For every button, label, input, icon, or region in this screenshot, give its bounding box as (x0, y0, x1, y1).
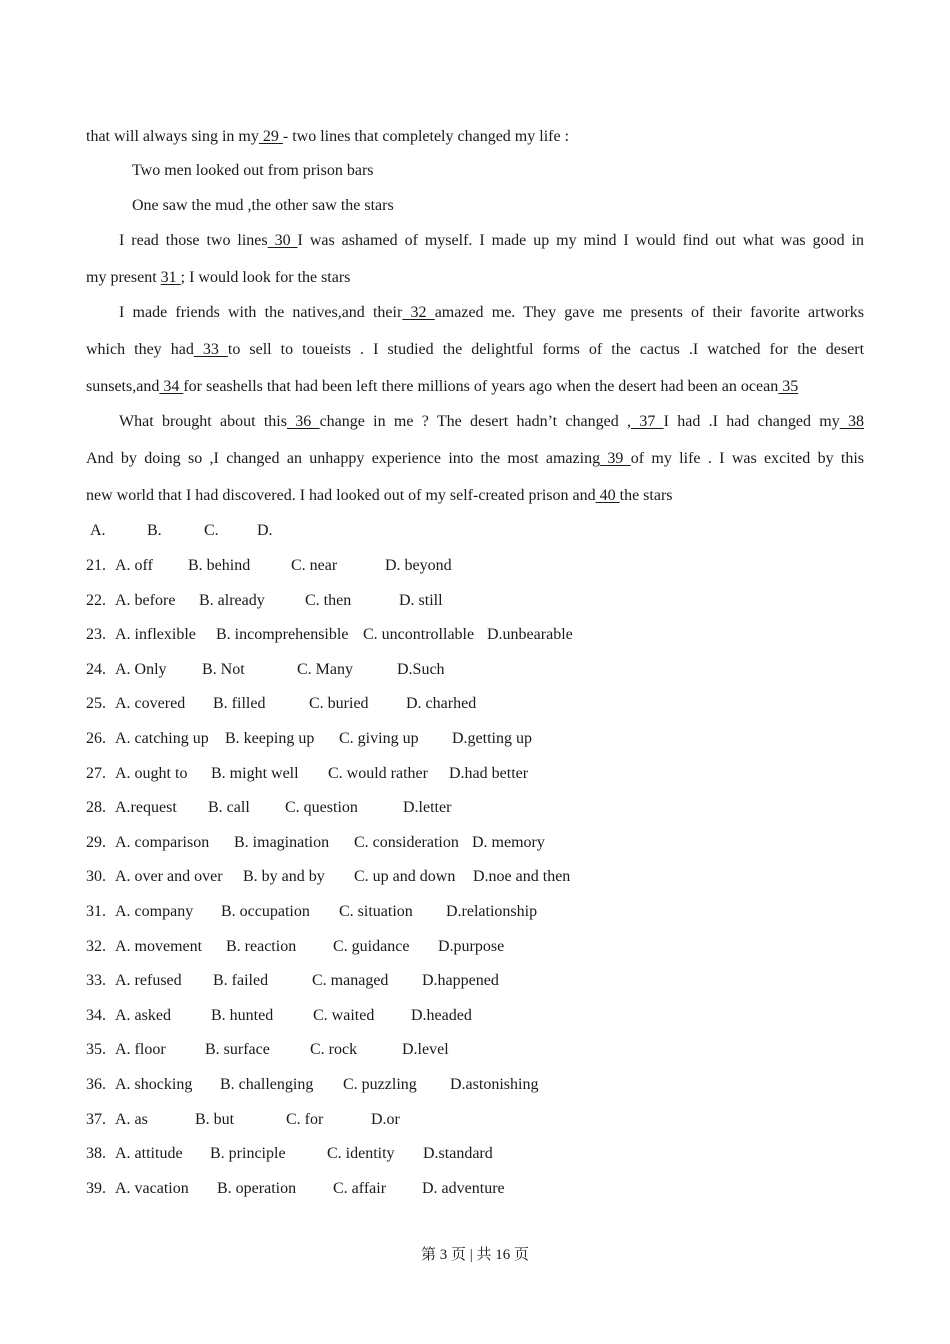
option-c: C. waited (313, 1006, 375, 1024)
option-a: A. before (115, 591, 176, 609)
question-number: 33. (86, 972, 106, 990)
option-b: B. might well (211, 764, 299, 782)
question-row (86, 728, 786, 750)
question-number: 21. (86, 557, 106, 574)
option-b: B. incomprehensible (216, 626, 349, 644)
question-row (86, 659, 786, 681)
question-row (86, 1005, 786, 1027)
passage-line: I read those two lines 30 I was ashamed of myself. I made up my mind I would find out what was good in (119, 232, 864, 249)
option-c: C. Many (297, 660, 353, 678)
option-b: B. imagination (234, 833, 330, 851)
passage-line: And by doing so ,I changed an unhappy experience into the most amazing 39 of my life . I was excited by this (86, 450, 865, 467)
question-number: 36. (86, 1076, 106, 1093)
option-b: B. already (199, 591, 265, 609)
option-a: A. attitude (115, 1145, 183, 1163)
option-b: B. behind (188, 557, 251, 574)
option-a: A. floor (115, 1041, 166, 1059)
blank-35: 35 (778, 378, 799, 395)
option-c: C. situation (339, 903, 413, 920)
question-number: 37. (86, 1110, 106, 1128)
option-d: D.or (371, 1110, 400, 1128)
option-d: D.had better (449, 764, 529, 782)
option-a: A. off (115, 557, 153, 574)
option-c: C. then (305, 591, 352, 609)
question-row (86, 970, 786, 992)
option-a: A. comparison (115, 833, 210, 851)
option-a: A.request (115, 799, 177, 817)
option-c: C. uncontrollable (363, 626, 475, 644)
option-c: C. affair (333, 1179, 387, 1197)
question-row (86, 1039, 786, 1061)
question-row (86, 901, 786, 923)
question-row (86, 1143, 786, 1165)
question-row (86, 1074, 786, 1096)
option-a: A. company (115, 903, 194, 920)
option-d: D.level (402, 1041, 449, 1059)
choice-header-b: B. (147, 522, 162, 539)
blank-33: 33 (193, 341, 228, 358)
option-c: C. would rather (328, 764, 428, 782)
option-c: C. near (291, 557, 338, 574)
option-a: A. vacation (115, 1179, 189, 1197)
option-d: D.getting up (452, 730, 532, 747)
option-d: D.happened (422, 972, 499, 990)
option-d: D.letter (403, 799, 452, 817)
blank-32: 32 (402, 304, 435, 321)
option-a: A. asked (115, 1006, 171, 1024)
question-number: 35. (86, 1041, 106, 1059)
option-b: B. filled (213, 695, 266, 713)
question-number: 27. (86, 764, 106, 782)
question-number: 29. (86, 833, 106, 851)
option-c: C. rock (310, 1041, 358, 1059)
option-d: D.purpose (438, 937, 505, 955)
poem-line: One saw the mud ,the other saw the stars (132, 197, 394, 214)
question-row (86, 693, 786, 715)
blank-30: 30 (267, 232, 298, 249)
passage-line: which they had 33 to sell to toueists . I studied the delightful forms of the cactus .I watched for the desert (86, 341, 865, 358)
blank-37: 37 (631, 413, 664, 430)
question-row (86, 832, 786, 854)
blank-38: 38 (839, 413, 865, 430)
option-b: B. operation (217, 1179, 297, 1197)
option-c: C. question (285, 799, 358, 817)
option-a: A. Only (115, 660, 167, 678)
option-b: B. call (208, 799, 250, 817)
option-a: A. ought to (115, 764, 188, 782)
passage-line: I made friends with the natives,and their 32 amazed me. They gave me presents of their favorite artworks (119, 304, 865, 321)
question-row (86, 763, 786, 785)
question-row (86, 624, 786, 646)
option-b: B. occupation (221, 903, 310, 920)
option-c: C. consideration (354, 833, 459, 851)
blank-39: 39 (600, 450, 631, 467)
option-b: B. hunted (211, 1006, 274, 1024)
option-a: A. as (115, 1110, 148, 1128)
option-d: D. charhed (406, 695, 477, 713)
option-b: B. principle (210, 1145, 286, 1163)
option-b: B. reaction (226, 937, 297, 955)
choice-header-c: C. (204, 522, 219, 539)
option-d: D. beyond (385, 557, 452, 574)
option-d: D.headed (411, 1006, 472, 1024)
question-number: 24. (86, 660, 106, 678)
option-b: B. surface (205, 1041, 270, 1059)
option-a: A. covered (115, 695, 186, 713)
option-d: D.relationship (446, 903, 538, 920)
option-b: B. failed (213, 972, 269, 990)
question-number: 38. (86, 1145, 106, 1163)
option-c: C. giving up (339, 730, 419, 747)
option-b: B. keeping up (225, 730, 315, 747)
option-b: B. challenging (220, 1076, 314, 1093)
option-a: A. refused (115, 972, 182, 990)
option-d: D. memory (472, 833, 545, 851)
question-number: 39. (86, 1179, 106, 1197)
option-d: D. adventure (422, 1179, 505, 1197)
option-b: B. but (195, 1110, 235, 1128)
option-d: D.unbearable (487, 626, 573, 644)
option-a: A. shocking (115, 1076, 193, 1093)
question-row (86, 797, 786, 819)
passage-line: new world that I had discovered. I had looked out of my self-created prison and 40 the stars (86, 487, 673, 504)
question-number: 22. (86, 591, 106, 609)
option-c: C. up and down (354, 868, 456, 886)
option-a: A. catching up (115, 730, 209, 747)
question-number: 28. (86, 799, 106, 817)
passage-line: What brought about this 36 change in me ? The desert hadn’t changed , 37 I had .I had changed my 38 (119, 413, 865, 430)
option-c: C. guidance (333, 937, 410, 955)
blank-31: 31 (160, 269, 181, 286)
question-row (86, 590, 786, 612)
option-d: D. still (399, 591, 443, 609)
question-number: 30. (86, 868, 106, 886)
option-c: C. buried (309, 695, 369, 713)
question-row (86, 1178, 786, 1200)
question-row (86, 936, 786, 958)
choice-header-d: D. (257, 522, 273, 539)
option-d: D.Such (397, 660, 445, 678)
option-b: B. by and by (243, 868, 325, 886)
blank-40: 40 (595, 487, 620, 504)
blank-34: 34 (159, 378, 184, 395)
passage-line: sunsets,and 34 for seashells that had been left there millions of years ago when the desert had been an ocean 35 (86, 378, 799, 395)
question-number: 32. (86, 937, 106, 955)
question-row (86, 866, 786, 888)
option-c: C. identity (327, 1145, 395, 1163)
question-number: 26. (86, 730, 106, 747)
question-number: 31. (86, 903, 106, 920)
option-d: D.standard (423, 1145, 493, 1163)
passage-line: that will always sing in my 29 - two lines that completely changed my life : (86, 128, 570, 145)
question-number: 34. (86, 1006, 106, 1024)
blank-29: 29 (258, 128, 283, 145)
question-row (86, 555, 786, 577)
option-d: D.noe and then (473, 868, 571, 886)
option-a: A. over and over (115, 868, 223, 886)
question-row (86, 1109, 786, 1131)
choice-header (86, 520, 386, 542)
passage-line: my present 31 ; I would look for the stars (86, 269, 351, 286)
option-c: C. for (286, 1110, 324, 1128)
option-b: B. Not (202, 660, 245, 678)
option-d: D.astonishing (450, 1076, 539, 1093)
option-a: A. movement (115, 937, 203, 955)
question-number: 25. (86, 695, 106, 713)
question-number: 23. (86, 626, 106, 644)
choice-header-a: A. (90, 522, 106, 539)
option-a: A. inflexible (115, 626, 196, 644)
poem-line: Two men looked out from prison bars (132, 162, 374, 179)
option-c: C. managed (312, 972, 389, 990)
blank-36: 36 (286, 413, 320, 430)
page-footer: 第 3 页 | 共 16 页 (420, 1247, 529, 1263)
option-c: C. puzzling (343, 1076, 417, 1093)
